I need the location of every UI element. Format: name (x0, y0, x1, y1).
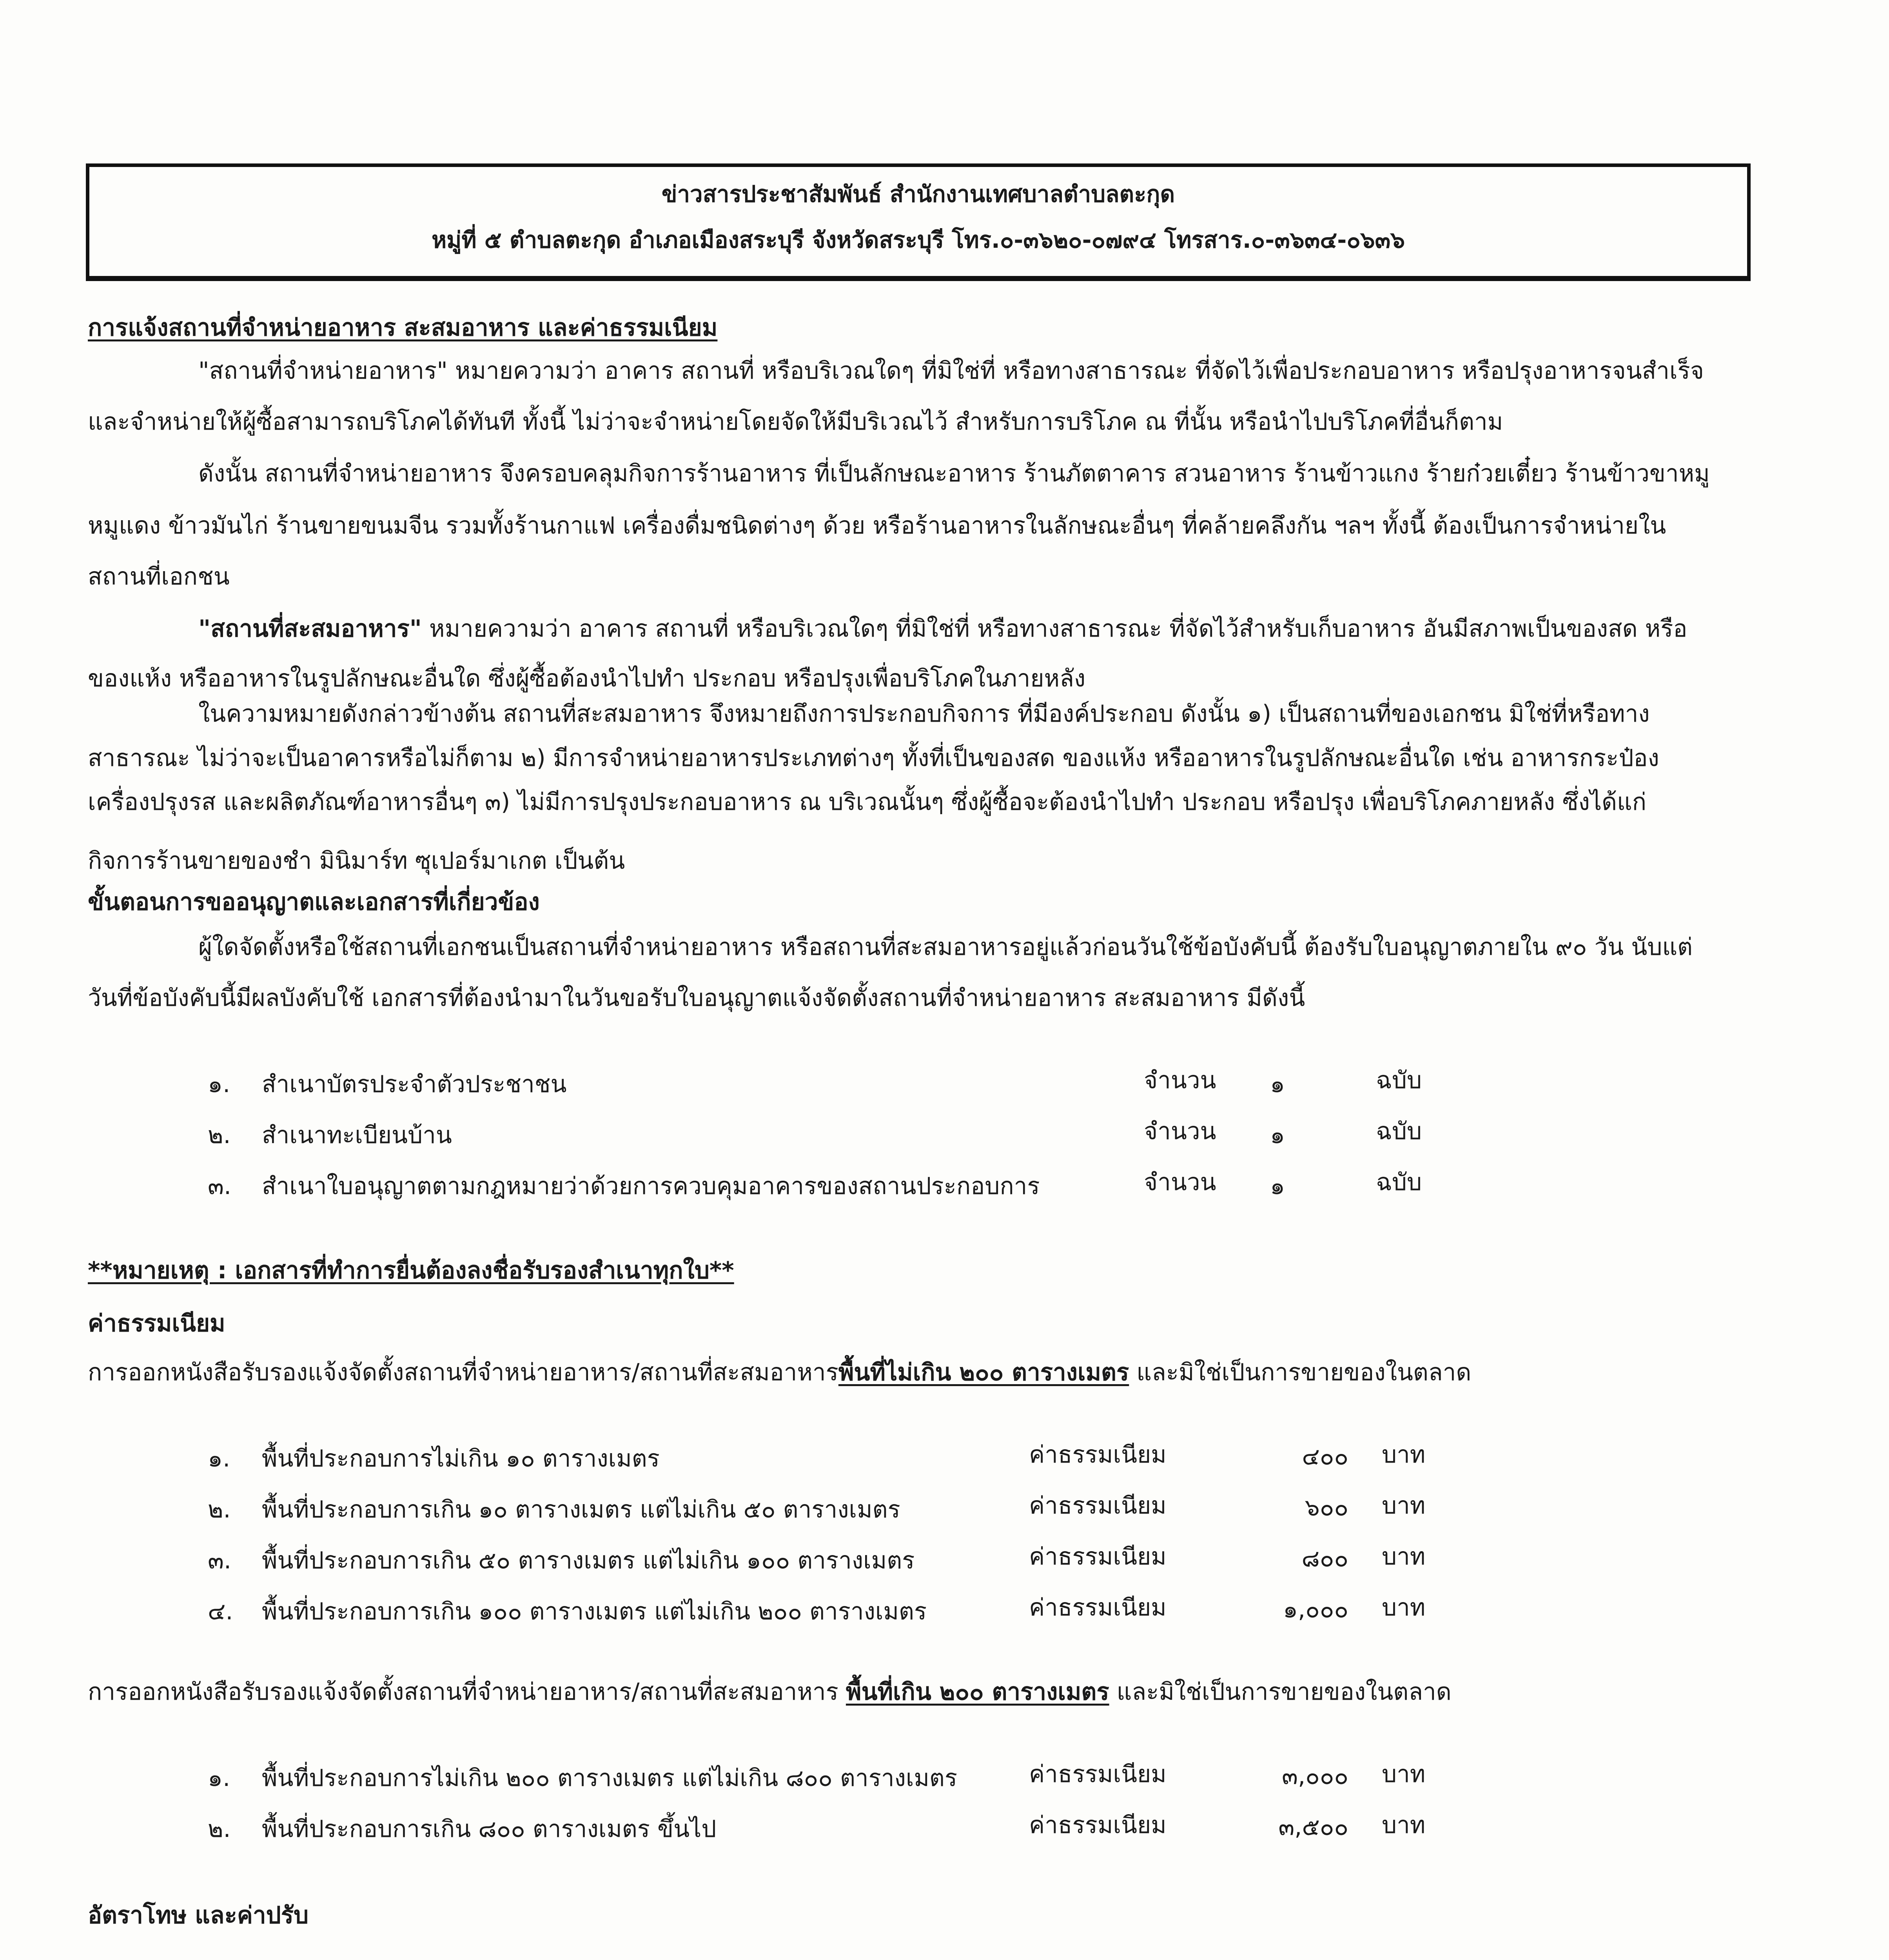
fee-label: ค่าธรรมเนียม (1029, 1760, 1167, 1788)
doc-num: ๑. (208, 1071, 230, 1098)
fee-unit: บาท (1382, 1543, 1426, 1570)
paragraph-line: สาธารณะ ไม่ว่าจะเป็นอาคารหรือไม่ก็ตาม ๒) มีการจำหน่ายอาหารประเภทต่างๆ ทั้งที่เป็นของสด ของแห้ง หรืออาหารในรูปลักษณะอื่นใด เช่น อาหารกระป๋อง (88, 744, 1659, 772)
term-food-storage: "สถานที่สะสมอาหาร" (198, 615, 422, 642)
fees-intro-small: การออกหนังสือรับรองแจ้งจัดตั้งสถานที่จำหน่ายอาหาร/สถานที่สะสมอาหารพื้นที่ไม่เกิน ๒๐๐ ตารางเมตร และมิใช่เป็นการขายของในตลาด (88, 1359, 1472, 1386)
doc-text: สำเนาบัตรประจำตัวประชาชน (262, 1071, 567, 1098)
paragraph-line: ในความหมายดังกล่าวข้างต้น สถานที่สะสมอาหาร จึงหมายถึงการประกอบกิจการ ที่มีองค์ประกอบ ดังนั้น ๑) เป็นสถานที่ของเอกชน มิใช่ที่หรือทาง (198, 700, 1650, 728)
header-address: หมู่ที่ ๕ ตำบลตะกุด อำเภอเมืองสระบุรี จังหวัดสระบุรี โทร.๐-๓๖๒๐-๐๗๙๔ โทรสาร.๐-๓๖๓๔-๐๖๓๖ (431, 227, 1405, 253)
fee-label: ค่าธรรมเนียม (1029, 1594, 1167, 1621)
fee-amount: ๔๐๐ (1302, 1443, 1348, 1470)
fee-num: ๒. (208, 1815, 231, 1843)
doc-num: ๒. (208, 1122, 231, 1149)
doc-qty-label: จำนวน (1144, 1169, 1216, 1196)
paragraph-line: ของแห้ง หรืออาหารในรูปลักษณะอื่นใด ซึ่งผู้ซื้อต้องนำไปทำ ประกอบ หรือปรุงเพื่อบริโภคในภายหลัง (88, 665, 1086, 692)
fee-text: พื้นที่ประกอบการเกิน ๕๐ ตารางเมตร แต่ไม่เกิน ๑๐๐ ตารางเมตร (262, 1547, 915, 1574)
paragraph-line: "สถานที่จำหน่ายอาหาร" หมายความว่า อาคาร สถานที่ หรือบริเวณใดๆ ที่มิใช่ที่ หรือทางสาธารณะ ที่จัดไว้เพื่อประกอบอาหาร หรือปรุงอาหารจนสำเร็จ (198, 357, 1704, 385)
note-certify-copies: **หมายเหตุ : เอกสารที่ทำการยื่นต้องลงชื่อรับรองสำเนาทุกใบ** (88, 1257, 734, 1284)
fee-text: พื้นที่ประกอบการไม่เกิน ๑๐ ตารางเมตร (262, 1445, 660, 1472)
fee-label: ค่าธรรมเนียม (1029, 1492, 1167, 1519)
paragraph-line: วันที่ข้อบังคับนี้มีผลบังคับใช้ เอกสารที่ต้องนำมาในวันขอรับใบอนุญาตแจ้งจัดตั้งสถานที่จำหน่ายอาหาร สะสมอาหาร มีดังนี้ (88, 984, 1305, 1012)
fee-text: พื้นที่ประกอบการไม่เกิน ๒๐๐ ตารางเมตร แต่ไม่เกิน ๘๐๐ ตารางเมตร (262, 1764, 958, 1792)
fees-intro-large: การออกหนังสือรับรองแจ้งจัดตั้งสถานที่จำหน่ายอาหาร/สถานที่สะสมอาหาร พื้นที่เกิน ๒๐๐ ตารางเมตร และมิใช่เป็นการขายของในตลาด (88, 1678, 1452, 1706)
doc-num: ๓. (208, 1172, 232, 1200)
doc-text: สำเนาใบอนุญาตตามกฎหมายว่าด้วยการควบคุมอาคารของสถานประกอบการ (262, 1172, 1040, 1200)
doc-unit: ฉบับ (1376, 1118, 1422, 1145)
fee-label: ค่าธรรมเนียม (1029, 1811, 1167, 1839)
fee-label: ค่าธรรมเนียม (1029, 1441, 1167, 1468)
paragraph-line: สถานที่เอกชน (88, 563, 230, 590)
fee-amount: ๘๐๐ (1301, 1545, 1348, 1572)
fee-text: พื้นที่ประกอบการเกิน ๘๐๐ ตารางเมตร ขึ้นไป (262, 1815, 717, 1843)
fee-text: พื้นที่ประกอบการเกิน ๑๐๐ ตารางเมตร แต่ไม่เกิน ๒๐๐ ตารางเมตร (262, 1598, 927, 1625)
section-title-permit-steps: ขั้นตอนการขออนุญาตและเอกสารที่เกี่ยวข้อง (88, 888, 540, 916)
doc-qty: ๑ (1270, 1122, 1285, 1149)
paragraph-line: กิจการร้านขายของชำ มินิมาร์ท ซุเปอร์มาเกต เป็นต้น (88, 847, 625, 875)
fee-amount: ๓,๕๐๐ (1278, 1813, 1348, 1841)
paragraph-line: "สถานที่สะสมอาหาร" หมายความว่า อาคาร สถานที่ หรือบริเวณใดๆ ที่มิใช่ที่ หรือทางสาธารณะ ที่จัดไว้สำหรับเก็บอาหาร อันมีสภาพเป็นของสด หรือ (198, 615, 1688, 642)
doc-qty: ๑ (1270, 1172, 1285, 1200)
paragraph-line: หมูแดง ข้าวมันไก่ ร้านขายขนมจีน รวมทั้งร้านกาแฟ เครื่องดื่มชนิดต่างๆ ด้วย หรือร้านอาหารในลักษณะอื่นๆ ที่คล้ายคลึงกัน ฯลฯ ทั้งนี้ ต้องเป็นการจำหน่ายใน (88, 512, 1666, 539)
fee-amount: ๖๐๐ (1305, 1494, 1348, 1521)
doc-qty-label: จำนวน (1144, 1118, 1216, 1145)
paragraph-line: และจำหน่ายให้ผู้ซื้อสามารถบริโภคได้ทันที ทั้งนี้ ไม่ว่าจะจำหน่ายโดยจัดให้มีบริเวณไว้ สำหรับการบริโภค ณ ที่นั้น หรือนำไปบริโภคที่อื่นก็ตาม (88, 408, 1503, 436)
fees-area-limit: พื้นที่เกิน ๒๐๐ ตารางเมตร (846, 1678, 1109, 1706)
fee-unit: บาท (1382, 1811, 1426, 1839)
fee-unit: บาท (1382, 1441, 1426, 1468)
fee-text: พื้นที่ประกอบการเกิน ๑๐ ตารางเมตร แต่ไม่เกิน ๕๐ ตารางเมตร (262, 1496, 900, 1523)
fees-area-limit: พื้นที่ไม่เกิน ๒๐๐ ตารางเมตร (838, 1359, 1129, 1386)
fee-unit: บาท (1382, 1594, 1426, 1621)
fee-amount: ๓,๐๐๐ (1282, 1762, 1348, 1790)
fee-label: ค่าธรรมเนียม (1029, 1543, 1167, 1570)
fee-num: ๑. (208, 1445, 230, 1472)
doc-unit: ฉบับ (1376, 1169, 1422, 1196)
section-title-fees: ค่าธรรมเนียม (88, 1310, 225, 1337)
doc-qty-label: จำนวน (1144, 1067, 1216, 1094)
paragraph-line: ผู้ใดจัดตั้งหรือใช้สถานที่เอกชนเป็นสถานที่จำหน่ายอาหาร หรือสถานที่สะสมอาหารอยู่แล้วก่อนวันใช้ข้อบังคับนี้ ต้องรับใบอนุญาตภายใน ๙๐ วัน นับแต่ (198, 933, 1693, 961)
fee-num: ๔. (208, 1598, 233, 1625)
fee-amount: ๑,๐๐๐ (1283, 1596, 1348, 1623)
fee-num: ๒. (208, 1496, 231, 1523)
doc-unit: ฉบับ (1376, 1067, 1422, 1094)
doc-qty: ๑ (1270, 1071, 1285, 1098)
section-title-penalties: อัตราโทษ และค่าปรับ (88, 1902, 309, 1929)
fee-num: ๑. (208, 1764, 230, 1792)
paragraph-line: ดังนั้น สถานที่จำหน่ายอาหาร จึงครอบคลุมกิจการร้านอาหาร ที่เป็นลักษณะอาหาร ร้านภัตตาคาร สวนอาหาร ร้านข้าวแกง ร้ายก๋วยเตี๋ยว ร้านข้าวขาหมู (198, 460, 1710, 487)
fee-num: ๓. (208, 1547, 232, 1574)
fee-unit: บาท (1382, 1760, 1426, 1788)
paragraph-line: เครื่องปรุงรส และผลิตภัณฑ์อาหารอื่นๆ ๓) ไม่มีการปรุงประกอบอาหาร ณ บริเวณนั้นๆ ซึ่งผู้ซื้อจะต้องนำไปทำ ประกอบ หรือปรุง เพื่อบริโภคภายหลัง ซึ่งได้แก่ (88, 788, 1646, 816)
header-box (86, 163, 1751, 281)
fee-unit: บาท (1382, 1492, 1426, 1519)
section-title-food-premises: การแจ้งสถานที่จำหน่ายอาหาร สะสมอาหาร และค่าธรรมเนียม (88, 314, 718, 341)
doc-text: สำเนาทะเบียนบ้าน (262, 1122, 452, 1149)
header-title: ข่าวสารประชาสัมพันธ์ สำนักงานเทศบาลตำบลตะกุด (661, 181, 1175, 207)
